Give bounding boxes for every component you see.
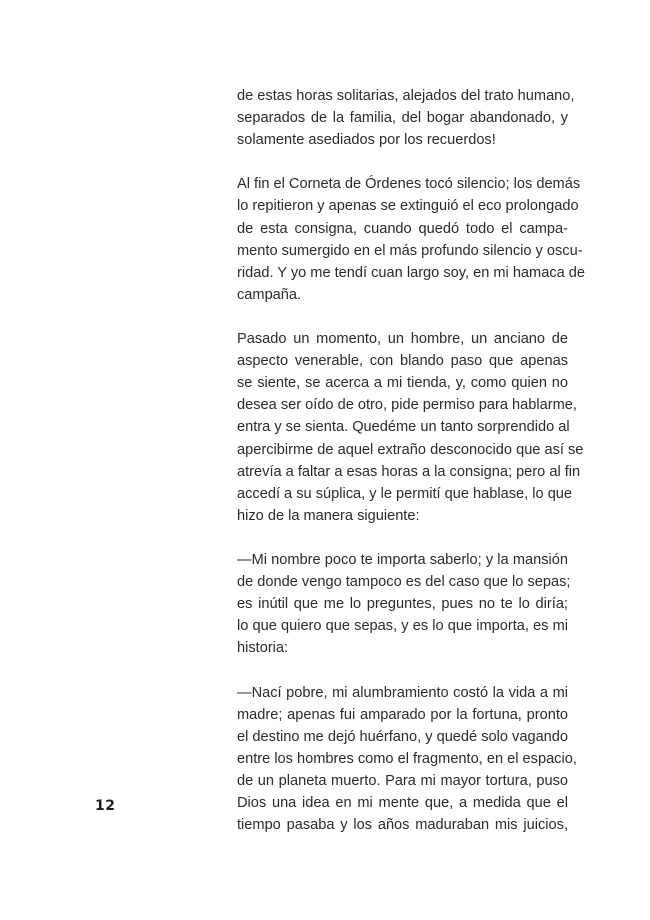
text-line: el destino me dejó huérfano, y quedé solo vagando bbox=[237, 728, 569, 745]
text-line: de un planeta muerto. Para mi mayor tortura, puso bbox=[237, 772, 568, 789]
text-line: historia: bbox=[237, 640, 289, 657]
paragraph-5 bbox=[237, 682, 577, 837]
text-line: mento sumergido en el más profundo silencio y oscu- bbox=[237, 242, 583, 259]
text-line: separados de la familia, del bogar abandonado, y bbox=[237, 110, 568, 127]
text-line: hizo de la manera siguiente: bbox=[237, 507, 420, 524]
text-line: es inútil que me lo preguntes, pues no te lo diría; bbox=[237, 596, 568, 613]
paragraph-4 bbox=[237, 549, 571, 659]
body-text bbox=[237, 85, 586, 858]
text-line: de esta consigna, cuando quedó todo el campa- bbox=[237, 220, 568, 237]
paragraph-2 bbox=[237, 173, 586, 306]
text-line: —Mi nombre poco te importa saberlo; y la mansión bbox=[237, 551, 568, 568]
text-line: solamente asediados por los recuerdos! bbox=[237, 132, 496, 149]
paragraph-1 bbox=[237, 85, 575, 151]
text-line: campaña. bbox=[237, 286, 302, 303]
text-line: se siente, se acerca a mi tienda, y, como quien no bbox=[237, 375, 568, 392]
paragraph-3 bbox=[237, 328, 584, 527]
text-line: accedí a su súplica, y le permití que hablase, lo que bbox=[237, 485, 573, 502]
text-line: tiempo pasaba y los años maduraban mis juicios, bbox=[237, 817, 568, 834]
text-line: lo repitieron y apenas se extinguió el eco prolongado bbox=[237, 198, 579, 215]
text-line: —Nací pobre, mi alumbramiento costó la vida a mi bbox=[237, 684, 568, 701]
text-line: entre los hombres como el fragmento, en el espacio, bbox=[237, 750, 577, 767]
text-line: lo que quiero que sepas, y es lo que importa, es mi bbox=[237, 618, 568, 635]
text-line: madre; apenas fui amparado por la fortuna, pronto bbox=[237, 706, 568, 723]
text-line: de donde vengo tampoco es del caso que lo sepas; bbox=[237, 574, 571, 591]
text-line: desea ser oído de otro, pide permiso para hablarme, bbox=[237, 397, 577, 414]
text-line: aspecto venerable, con blando paso que apenas bbox=[237, 353, 568, 370]
text-line: Al fin el Corneta de Órdenes tocó silencio; los demás bbox=[237, 176, 581, 193]
text-line: apercibirme de aquel extraño desconocido que así se bbox=[237, 441, 584, 458]
text-line: de estas horas solitarias, alejados del trato humano, bbox=[237, 88, 575, 104]
page-number: 12 bbox=[95, 798, 116, 814]
text-line: atrevía a faltar a esas horas a la consigna; pero al fin bbox=[237, 463, 581, 480]
text-line: Dios una idea en mi mente que, a medida que el bbox=[237, 795, 568, 811]
text-line: entra y se sienta. Quedéme un tanto sorprendido al bbox=[237, 419, 570, 436]
text-line: ridad. Y yo me tendí cuan largo soy, en mi hamaca de bbox=[237, 264, 586, 281]
text-line: Pasado un momento, un hombre, un anciano de bbox=[237, 331, 568, 348]
